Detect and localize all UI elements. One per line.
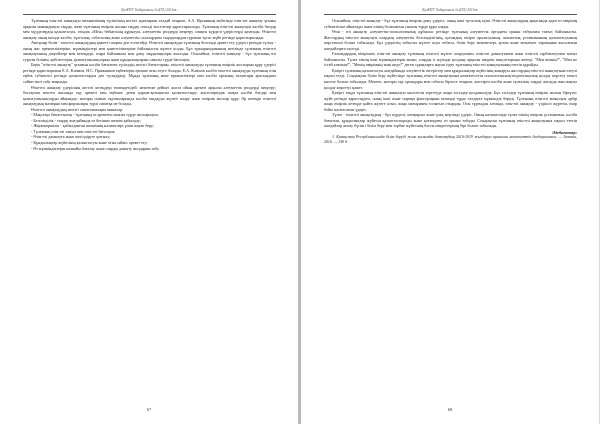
left-body-text [23,18,276,151]
paragraph: - Құндылықтар жүйесінің қалыптасуы және оған сәйкес әрекет ету; [31,140,148,146]
page-number-right: 68 [447,407,453,412]
right-body-text [324,18,577,129]
literature-heading: Әдебиеттер: [552,129,577,135]
paragraph: Қазіргі тұлғаның қалыптасуы жағдайында әлеуметтік өзгерістер мен құндылықтар жүйесінің жаңаруы жастардың өзін-өзі анықтауына елеулі ықпал етеді. Сондықтан білім беру жүйесінде тұлғаның өзін-өзі анықтауына көмектесетін психологиялық-педагогикалық қолдау көрсету өзекті мәселе болып табылады. Мектеп, жоғары оқу орындары мен отбасы бірлесе отырып, жастарға кәсіби және тұлғалық таңдау жасауда жан-жақты қолдау көрсетуі қажет. [324,67,577,90]
paragraph: Тұлғаның өзін-өзі анықтауы механизмінің түсінігінің негізгі идеяларын талдай отырып, А.А. Ирхинның еңбегінде өзін-өзі анықтау ұғымы арқылы мамандықты таңдау, жеке тұлғаның өмірлік жолын таңдау секілді мәселелер қарастырылады. Тұлғаның өзін-өзі анықтауы кәсіби бағдар мен мүдделердің қалыптасуы, өзіндік «Мен» бейнесінің құрылуы, әлеуметтік рөлдерді меңгеру сияқты күрделі үдерістерді қамтиды. Өзін-өзі анықтау оның ішінде кәсіби, тұлғалық, отбасылық және әлеуметтік салалардағы таңдаулардан тұратын тұтас жүйе ретінде қарастырылады. [23,18,276,40]
header-rule-right [324,14,577,15]
paragraph: - Тұлғаның өзін-өзі тануы мен өзін-өзі бағалауы; [31,128,116,134]
paragraph: - Мақсатқа бағыттылық - тұлғаның өз әрекетін саналы түрде жоспарлауы; [31,112,159,118]
right-page [301,0,599,424]
literature-list [324,135,577,145]
paragraph: - Жауапкершілік - қабылданған шешімнің нәтижелері үшін жауап беру; [31,123,155,129]
paragraph: Өзін - өзі анықтау әлеуметтік-психологиялық құбылыс ретінде тұлғаның әлеуметтік ортадағы орнын табуымен тығыз байланысты. Жастардың өзін-өзі анықтауы олардың әлеуметтік белсенділігінің, қоғамдық өмірге араласуының, азаматтық ұстанымының қалыптасуының көрсеткіші болып табылады. Бұл үдерістің табысты жүзеге асуы отбасы, білім беру мекемелері, қоғам және мемлекет тарапынан жасалатын жағдайларға тәуелді. [324,29,577,51]
paragraph: - Өзін-өзі дамытуға және жетілдіруге ұмтылу; [31,134,111,140]
left-page [0,0,298,424]
header-rule-left [23,14,276,15]
running-header-right: ҚазҰПУ Хабаршысы №2(55) 2016ж. [422,8,479,12]
paragraph: Өзін-өзі анықтау үдерісінің негізгі кезеңдері төмендегідей: мектепке дейінгі жаста ойын әрекеті арқылы әлеуметтік рөлдерді меңгеру; бастауыш мектеп жасында оқу әрекеті мен еңбекке деген қарым-қатынасты қалыптастыру; жасөспірімдік шақта кәсіби бағдар мен қызығушылықтарды айқындау; жоғары сынып оқушыларында кәсіби таңдауды жүзеге асыру және өмірлік жоспар құру. Әр кезеңде өзін-өзі анықтаудың мазмұны мен формалары түрлі сипатқа ие болады. [23,84,276,107]
page-number-left: 67 [146,407,152,412]
paragraph: - Өз мүмкіндіктерін шынайы бағалау және оларды дамыту жолдарын табу. [31,145,160,151]
paragraph: Қазіргі таңда тұлғаның өзін-өзі анықтауы мәселесін зерттеуде жаңа тәсілдер қолданылуда. Бұл тәсілдер тұлғаның өмірлік жолын біртұтас жүйе ретінде қарастыруға, оның ішкі және сыртқы факторларын кешенді түрде талдауға мүмкіндік береді. Тұлғаның өзін-өзі анықтауы әрбір жаңа өмірлік кезеңде қайта жүзеге асып, жаңа мазмұнмен толығып отырады. Осы тұрғыдан алғанда, өзін-өзі анықтау - үздіксіз жүретін, өмір бойы жалғасатын үдеріс. [324,90,577,112]
literature-entry: 1. Қазақстан Республикасында білім беруді және ғылымды дамытудың 2016-2019 жылдарға арналған мемлекеттік бағдарламасы. — Астана, 2016. — 156 б. [324,135,577,145]
paragraph: Ғалымдардың пікірінше, өзін-өзі анықтау тұлғаның өзін-өзі жүзеге асыруымен, өзін-өзі дамытуымен және өзін-өзі тәрбиелеуімен тығыз байланысты. Тұлға өзінің ішкі мүмкіндіктерін ашып, оларды іс жүзінде қолдану арқылы өмірлік мақсаттарына жетеді. "Мен кіммін?", "Мен не істей аламын?", "Менің өмірімнің мәні неде?" деген сұрақтарға жауап іздеу тұлғаның өзін-өзі анықтауының өзегін құрайды. [324,51,577,68]
running-header-left: ҚазҰПУ Хабаршысы №2(55) 2016ж. [121,8,178,12]
paragraph: - Белсенділік - таңдау жағдайында өз бетінше шешім қабылдау; [31,117,141,123]
paragraph: Тұлға - өзін-өзі анықтаудың - бұл күрделі, көпқырлы және ұзақ мерзімді үдеріс. Оның нәтижесінде тұлға өзінің өмірлік ұстанымын, кәсіби бағытын, құндылықтар жүйесін қалыптастырады және қоғамдағы өз орнын табады. Сондықтан тұлғаның өзін-өзі анықтауына ықпал ететін жағдайлар жасау бүгінгі білім беру мен тәрбие жүйесінің басты міндеттерінің бірі болып табылады. [324,112,577,129]
paragraph: Өзін-өзі анықтаудың негізгі сипаттамалары мыналар: [31,106,124,112]
paragraph: Осылайша, өзін-өзі анықтау - бұл тұлғаның өмірлік даму үдерісі, оның ішкі тұтастық күші. Өзін-өзі анықтаудың арқасында адам өз өмірінің субъектісіне айналады және өзінің болашағын саналы түрде құра алады. [324,18,577,29]
paragraph: Авторлар білім - өзін-өзі анықтаудың қажетті шарты деп есептейді. Өзін-өзі анықтауды тұлғаның белсенді әрекет ету үдерісі ретінде түсіну - оның жас ерекшеліктеріне, мүмкіндіктері мен қажеттіліктеріне байланысты жүзеге асады. Бұл тұжырымдаманың негізінде тұлғаның өзін-өзі анықтауының деңгейлері мен кезеңдері, өзара байланысы мен даму заңдылықтары жасалды. Осылайша, өзін-өзі анықтау - бұл тұлғаның өзі туралы білімін, қабілеттерін, қызығушылықтарын және құндылықтарын саналы түрде бағалауы. [23,40,276,62]
paragraph: Берік "өзін-өзі анықтау" ұғымын кәсіби бағытпен түсінудің негізгі бағыттарын, өзін-өзі анықтауды тұлғаның өмірлік жоспарын құру үдерісі ретінде қарастыратын Е.А. Климов, Н.С. Пряжников еңбектерін ерекше атап өтуге болады. Е.А. Климов кәсіби өзін-өзі анықтауды тұлғаның өзін еңбек субъектісі ретінде қалыптастыруы деп түсіндіреді. Мұнда тұлғаның жеке ерекшеліктері мен кәсіби ортаның талаптары арасындағы сәйкестікті табу маңызды. [23,62,276,85]
